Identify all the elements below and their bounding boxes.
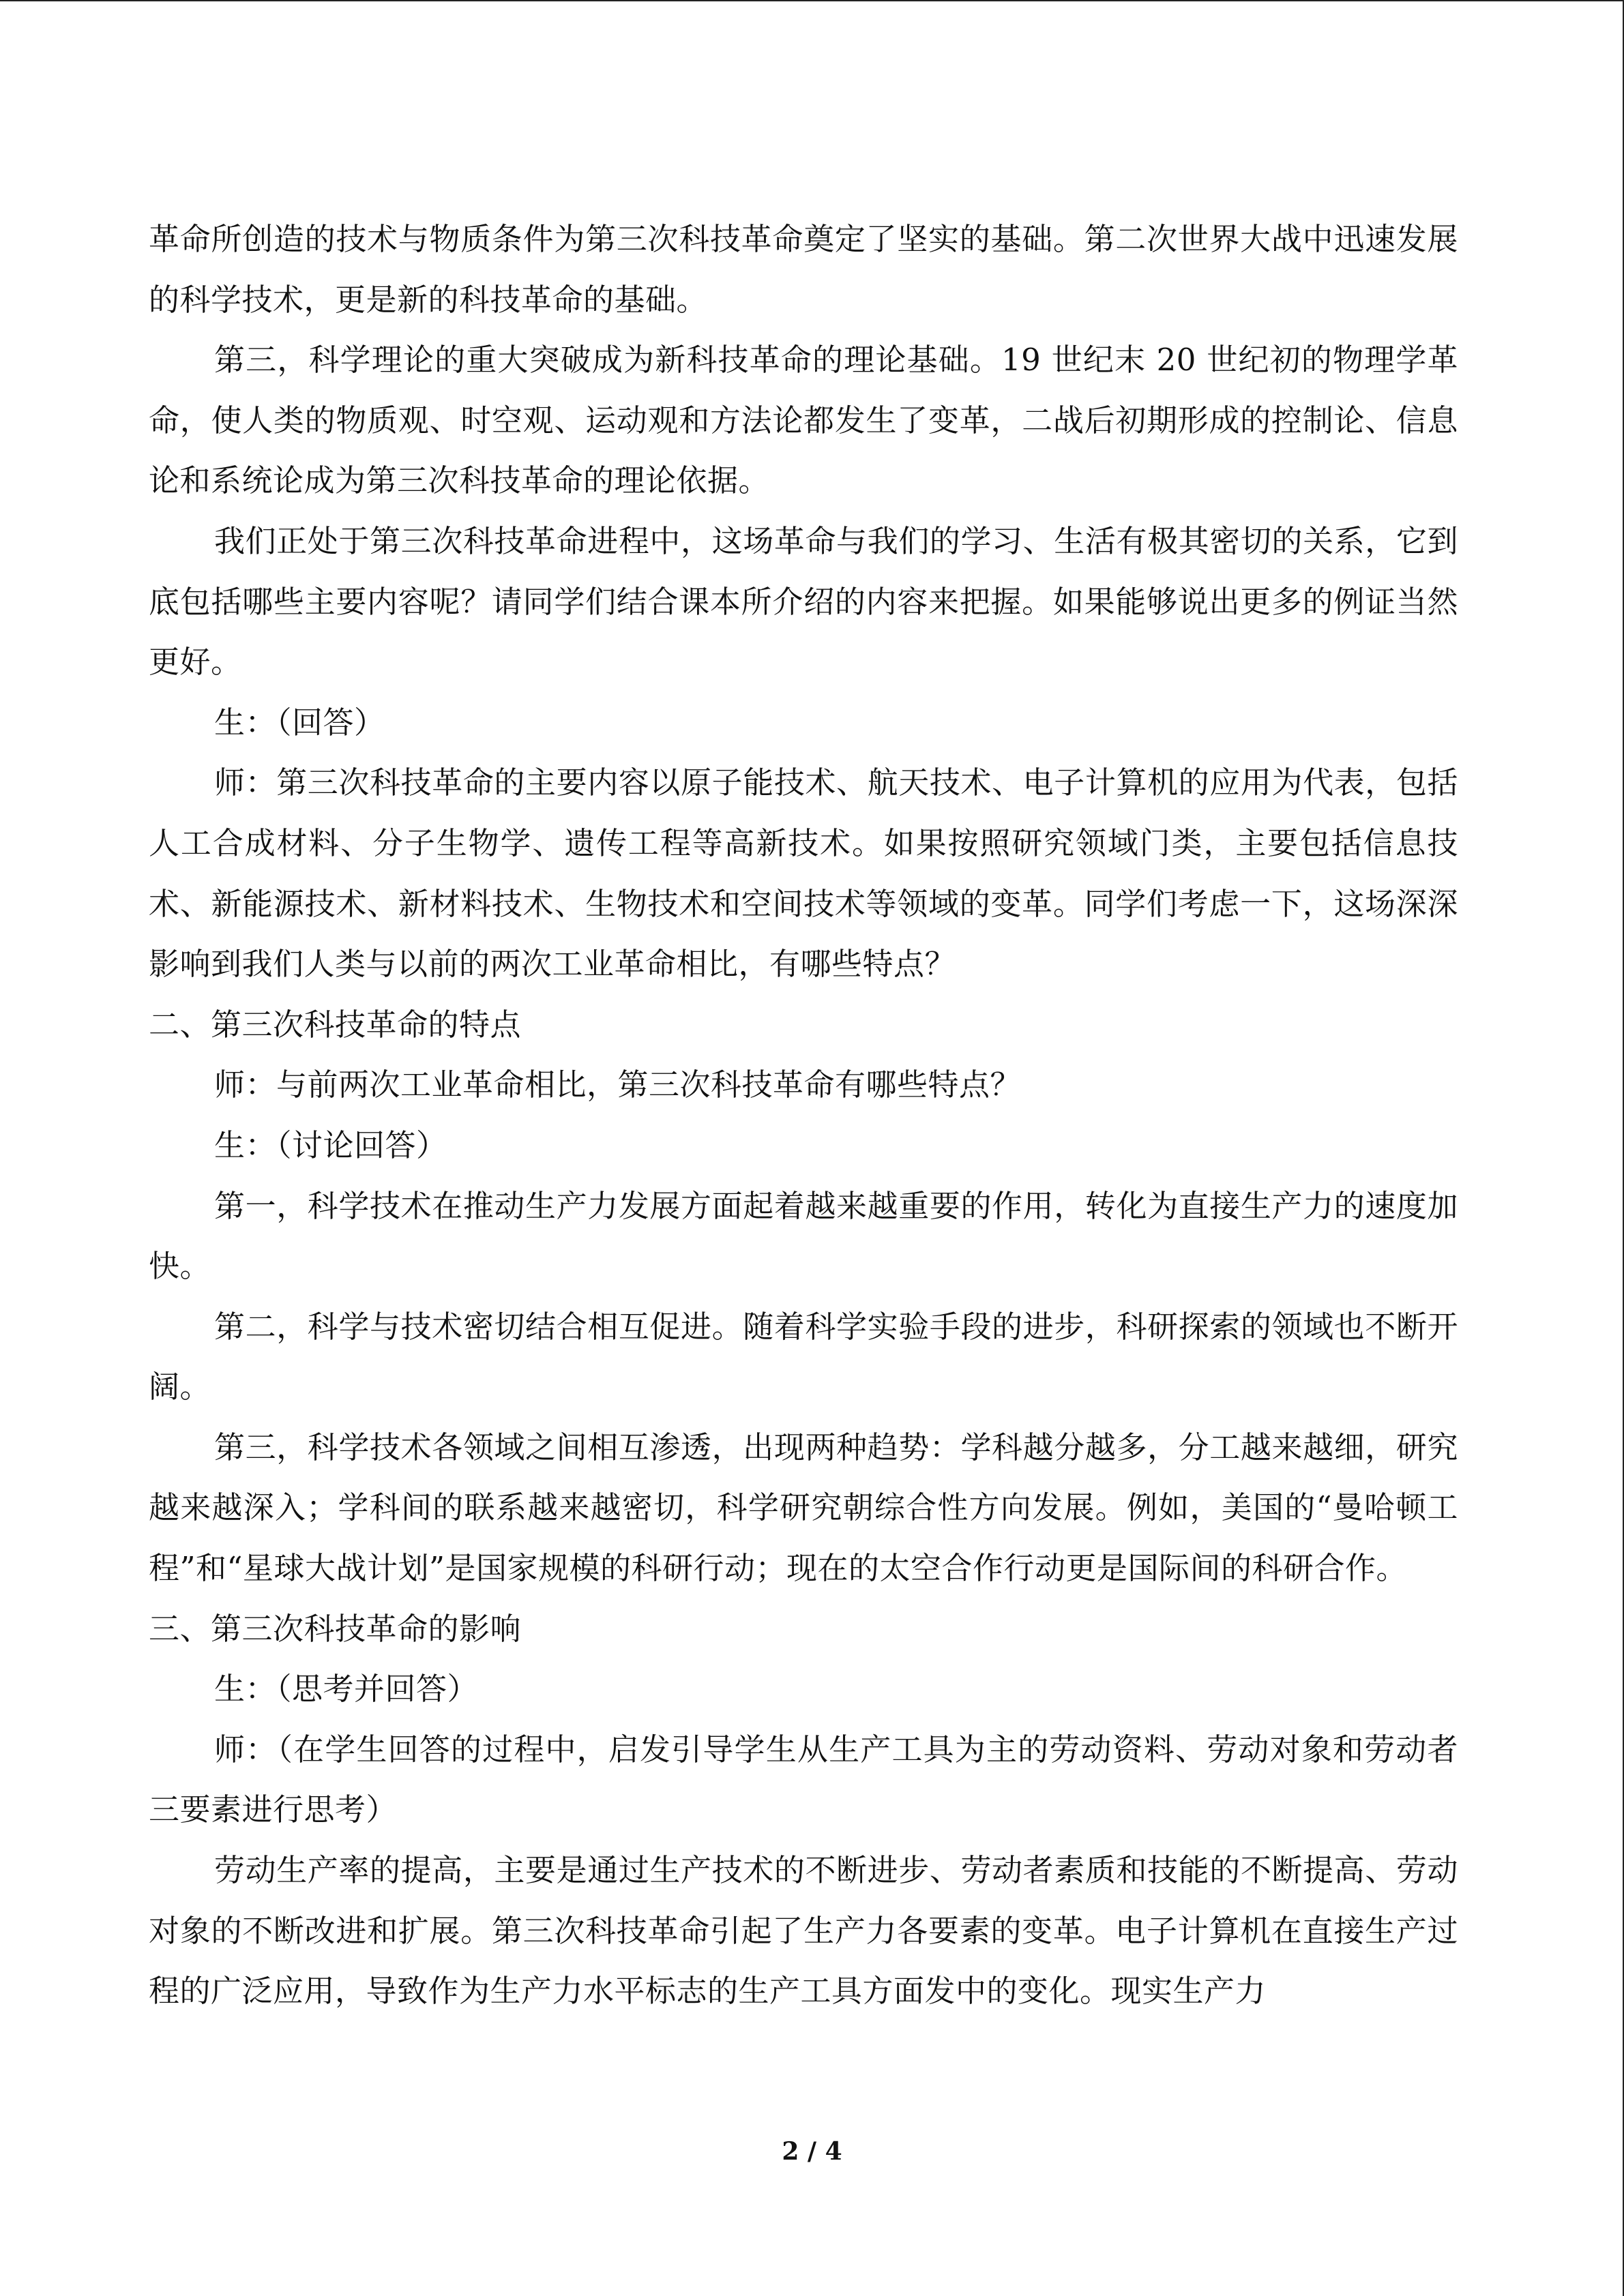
paragraph: 生：（思考并回答） [214, 1671, 479, 1708]
paragraph: 生：（回答） [214, 704, 385, 741]
paragraph: 我们正处于第三次科技革命进程中，这场革命与我们的学习、生活有极其密切的关系，它到底包括哪些主要内容呢？请同学们结合课本所介绍的内容来把握。如果能够说出更多的例证当然更好。 [149, 522, 1458, 681]
paragraph: 劳动生产率的提高，主要是通过生产技术的不断进步、劳动者素质和技能的不断提高、劳动对象的不断改进和扩展。第三次科技革命引起了生产力各要素的变革。电子计算机在直接生产过程的广泛应用，导致作为生产力水平标志的生产工具方面发中的变化。现实生产力 [149, 1852, 1458, 2010]
paragraph: 第二，科学与技术密切结合相互促进。随着科学实验手段的进步，科研探索的领域也不断开阔。 [149, 1308, 1458, 1405]
paragraph: 师：与前两次工业革命相比，第三次科技革命有哪些特点？ [214, 1067, 1022, 1103]
paragraph: 革命所创造的技术与物质条件为第三次科技革命奠定了坚实的基础。第二次世界大战中迅速发展的科学技术，更是新的科技革命的基础。 [149, 221, 1458, 318]
paragraph: 师：第三次科技革命的主要内容以原子能技术、航天技术、电子计算机的应用为代表，包括人工合成材料、分子生物学、遗传工程等高新技术。如果按照研究领域门类，主要包括信息技术、新能源技术、新材料技术、生物技术和空间技术等领域的变革。同学们考虑一下，这场深深影响到我们人类与以前的两次工业革命相比，有哪些特点？ [149, 764, 1458, 983]
paragraph: 第一，科学技术在推动生产力发展方面起着越来越重要的作用，转化为直接生产力的速度加快。 [149, 1187, 1458, 1285]
paragraph: 第三，科学理论的重大突破成为新科技革命的理论基础。19 世纪末 20 世纪初的物理学革命，使人类的物质观、时空观、运动观和方法论都发生了变革，二战后初期形成的控制论、信息论和系统论成为第三次科技革命的理论依据。 [149, 342, 1458, 499]
paragraph: 第三，科学技术各领域之间相互渗透，出现两种趋势：学科越分越多，分工越来越细，研究越来越深入；学科间的联系越来越密切，科学研究朝综合性方向发展。例如，美国的“曼哈顿工程”和“星球大战计划”是国家规模的科研行动；现在的太空合作行动更是国际间的科研合作。 [149, 1429, 1458, 1587]
paragraph: 生：（讨论回答） [214, 1127, 447, 1163]
paragraph: 师：（在学生回答的过程中，启发引导学生从生产工具为主的劳动资料、劳动对象和劳动者三要素进行思考） [149, 1731, 1458, 1828]
section-heading: 三、第三次科技革命的影响 [149, 1610, 522, 1647]
document-body [149, 209, 1458, 2022]
section-heading: 二、第三次科技革命的特点 [149, 1006, 522, 1043]
page-number: 2 / 4 [782, 2137, 842, 2166]
